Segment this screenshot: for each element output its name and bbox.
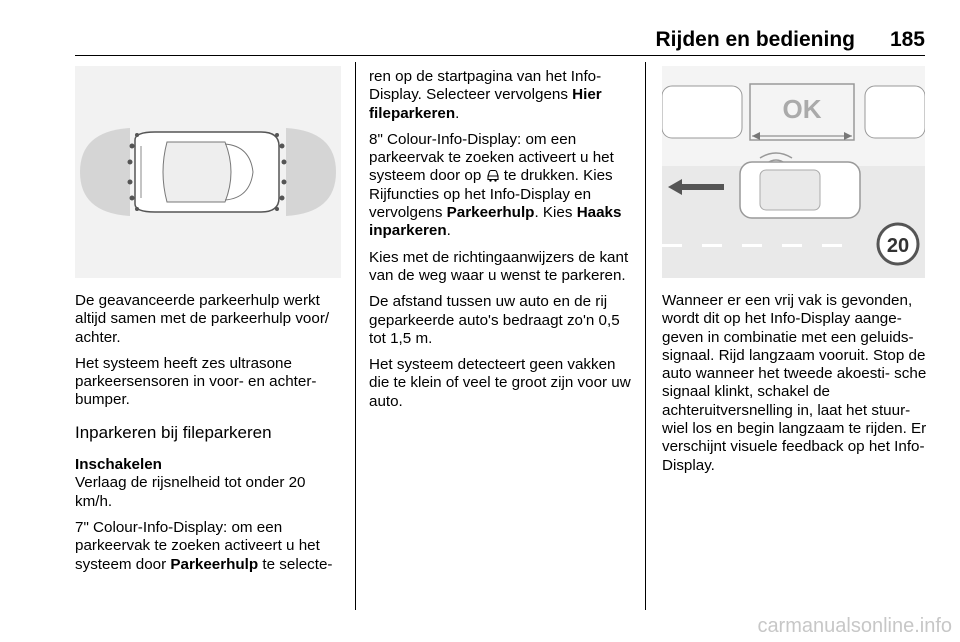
ok-label: OK [782, 94, 822, 124]
paragraph: Wanneer er een vrij vak is gevonden, wordt dit op het Info-Display aange- geven in combinatie met een geluids- signaal. Rijd langzaam vooruit. Stop de auto wanneer het tweede akoesti- sche signaal klinkt, schakel de achteruitversnelling in, laat het stuur- wiel los en begin langzaam te rijden. Er verschijnt visuele feedback op het Info-Display. [662, 292, 927, 474]
parkeerhulp-term: Parkeerhulp [446, 204, 535, 222]
haaks-inparkeren-term: Haaks inparkeren [369, 204, 622, 240]
paragraph: 7" Colour-Info-Display: om een parkeervak te zoeken activeert u het systeem door Parkeerhulp te selecte- [75, 518, 333, 573]
paragraph: De geavanceerde parkeerhulp werkt altijd samen met de parkeerhulp voor/ achter. [75, 292, 330, 346]
section-heading: Inparkeren bij fileparkeren [75, 422, 272, 442]
hier-fileparkeren-term: Hier fileparkeren [369, 86, 602, 122]
speed-limit-badge: 20 [886, 235, 910, 257]
paragraph: 8" Colour-Info-Display: om een parkeervak te zoeken activeert u het systeem door op te drukken. Kies Rijfuncties op het Info-Display en vervolgens Parkeerhulp. Kies Haaks inparkeren. [369, 130, 622, 240]
figure-sensor-zones [75, 66, 341, 278]
parkeerhulp-term: Parkeerhulp [170, 555, 259, 573]
column-divider-left [355, 62, 356, 610]
paragraph: Het systeem heeft zes ultrasone parkeersensoren in voor- en achter- bumper. [75, 354, 317, 409]
paragraph: Het systeem detecteert geen vakken die te klein of veel te groot zijn voor uw auto. [369, 356, 631, 410]
paragraph: De afstand tussen uw auto en de rij geparkeerde auto's bedraagt zo'n 0,5 tot 1,5 m. [369, 293, 620, 347]
page-header [75, 28, 925, 52]
parking-space-illustration [662, 66, 925, 278]
subsection-heading: Inschakelen [75, 456, 162, 474]
watermark: carmanualsonline.info [757, 615, 952, 637]
page-number: 185 [889, 28, 925, 51]
sensor-zones-illustration [75, 66, 341, 278]
car-parking-icon [486, 169, 500, 182]
column-divider-right [645, 62, 646, 610]
paragraph: ren op de startpagina van het Info-Display. Selecteer vervolgens Hier fileparkeren. [369, 68, 602, 122]
paragraph: Verlaag de rijsnelheid tot onder 20 km/h. [75, 474, 306, 510]
figure-parking-space [662, 66, 925, 278]
page-title: Rijden en bediening [655, 28, 855, 51]
column-2 [369, 68, 635, 419]
column-1 [75, 292, 343, 582]
paragraph: Kies met de richtingaanwijzers de kant van de weg waar u wenst te parkeren. [369, 248, 629, 284]
header-rule [75, 55, 925, 56]
column-3 [662, 292, 932, 483]
